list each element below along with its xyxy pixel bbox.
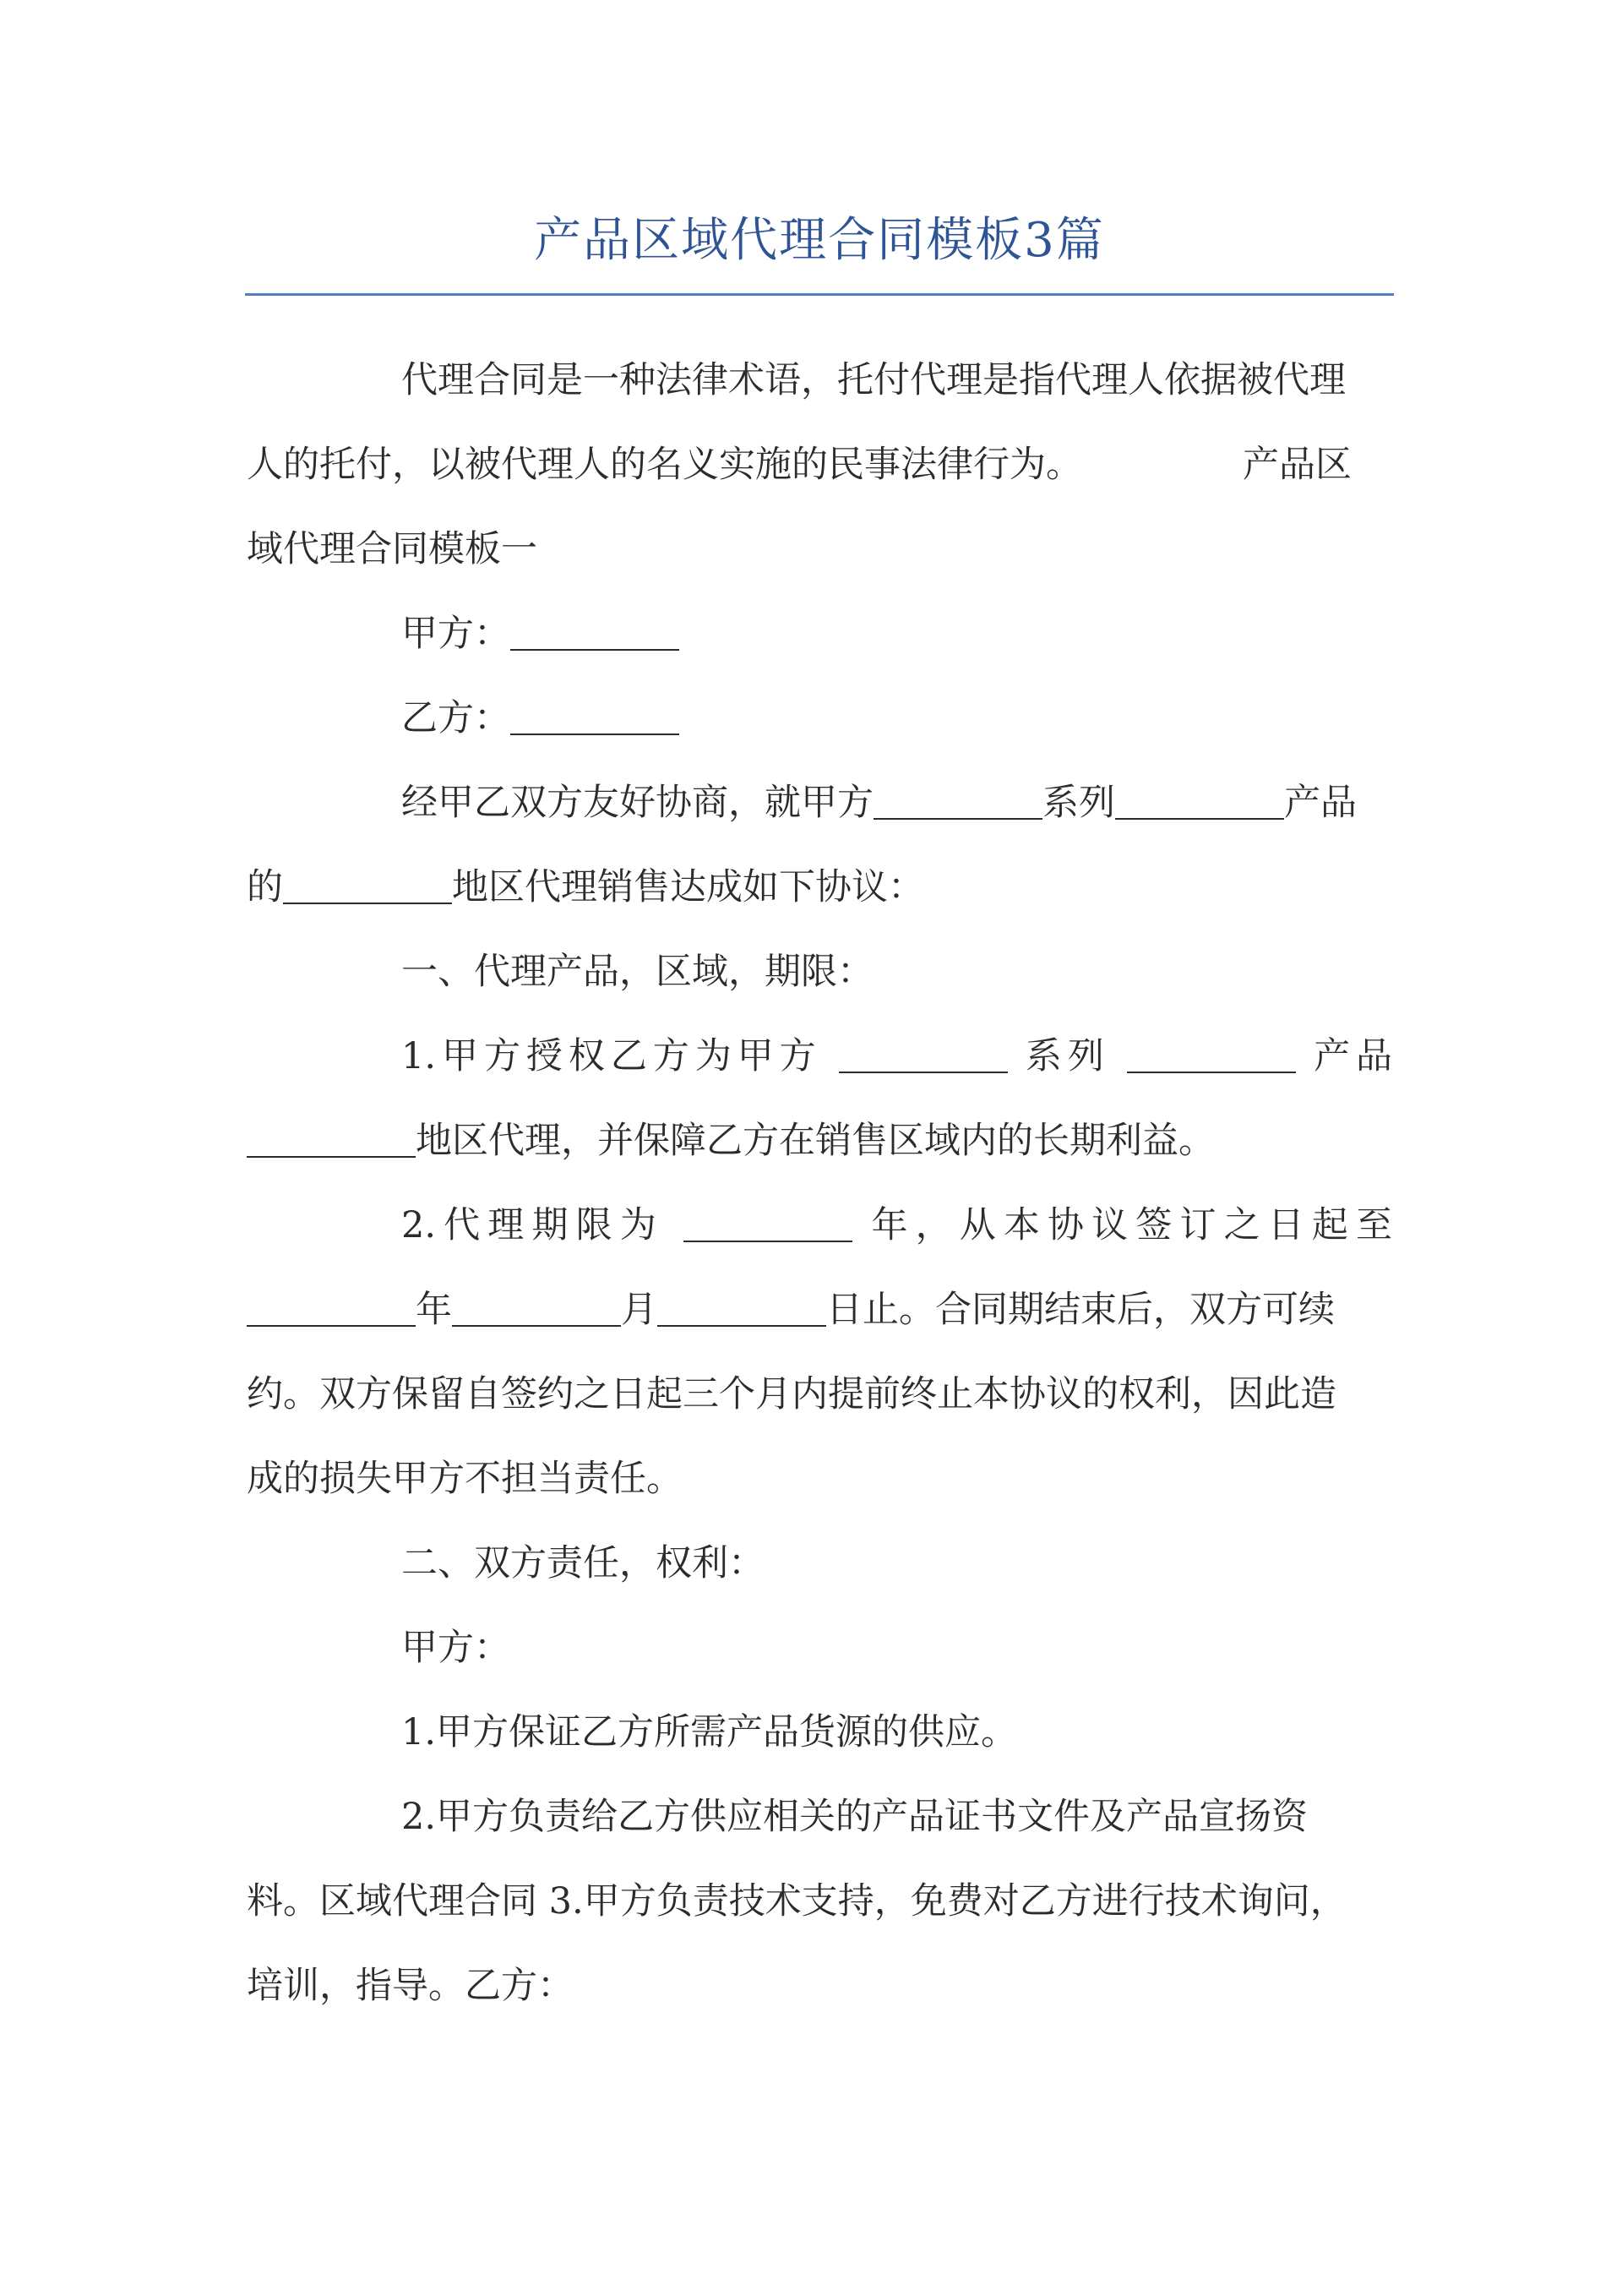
- party-a-duty-label: [401, 1606, 1392, 1690]
- section-1-heading: [401, 930, 1392, 1014]
- clause-2-text-a: 2.代理期限为: [401, 1204, 664, 1246]
- duty-2-line-1: [401, 1775, 1392, 1859]
- section-2-heading: [401, 1521, 1392, 1606]
- party-b-blank[interactable]: [510, 686, 679, 735]
- intro-text-1: 代理合同是一种法律术语，托付代理是指代理人依据被代理: [401, 359, 1346, 401]
- section-1-text: 一、代理产品，区域，期限：: [401, 951, 874, 993]
- end-day-blank[interactable]: [657, 1278, 826, 1327]
- clause-1-region-blank[interactable]: [247, 1109, 416, 1158]
- agree-line-1: [401, 761, 1392, 845]
- duty-2-line-3: [247, 1944, 1392, 2028]
- clause-1-series-blank[interactable]: [1127, 1024, 1296, 1073]
- agree-text-2a: 的: [247, 866, 283, 908]
- clause-1-text-d: 地区代理，并保障乙方在销售区域内的长期利益。: [416, 1120, 1215, 1162]
- duty-1-line: [401, 1690, 1392, 1775]
- party-a-line: [401, 592, 1392, 676]
- intro-text-2b: 产品区: [1243, 444, 1352, 486]
- clause-2-text-g: 成的损失甲方不担当责任。: [247, 1458, 683, 1500]
- intro-line-1: [401, 338, 1392, 423]
- term-years-blank[interactable]: [683, 1193, 852, 1242]
- clause-2-text-b: 年，从本协议签订之日起至: [871, 1204, 1393, 1246]
- page-title: 产品区域代理合同模板3篇: [534, 213, 1105, 268]
- clause-2-line-4: [247, 1437, 1392, 1521]
- clause-2-text-e: 日止。合同期结束后，双方可续: [826, 1289, 1335, 1331]
- agree-text-1b: 系列: [1042, 782, 1115, 824]
- intro-text-2a: 人的托付，以被代理人的名义实施的民事法律行为。: [247, 444, 1082, 486]
- product-brand-blank[interactable]: [874, 771, 1042, 820]
- clause-2-text-f: 约。双方保留自签约之日起三个月内提前终止本协议的权利，因此造: [247, 1373, 1336, 1415]
- duty-2-text-2: 料。区域代理合同 3.甲方负责技术支持，免费对乙方进行技术询问，: [247, 1880, 1347, 1922]
- clause-1-brand-blank[interactable]: [839, 1024, 1008, 1073]
- duty-2-line-2: [247, 1859, 1392, 1944]
- product-series-blank[interactable]: [1115, 771, 1284, 820]
- duty-2-text-3: 培训，指导。乙方：: [247, 1965, 574, 2007]
- clause-1-line-1: [401, 1014, 1392, 1099]
- agree-line-2: [247, 845, 1392, 930]
- agree-text-1a: 经甲乙双方友好协商，就甲方: [401, 782, 874, 824]
- end-year-blank[interactable]: [247, 1278, 416, 1327]
- party-a-duty-text: 甲方：: [401, 1627, 510, 1669]
- intro-line-3: [247, 507, 1392, 592]
- region-blank[interactable]: [283, 855, 452, 904]
- clause-2-line-3: [247, 1352, 1392, 1437]
- duty-2-text-1: 2.甲方负责给乙方供应相关的产品证书文件及产品宣扬资: [401, 1796, 1309, 1838]
- intro-line-2: [247, 423, 1392, 507]
- party-b-label: 乙方：: [401, 697, 510, 739]
- party-a-label: 甲方：: [401, 613, 510, 655]
- clause-2-text-c: 年: [416, 1289, 452, 1331]
- clause-2-text-d: 月: [621, 1289, 657, 1331]
- end-month-blank[interactable]: [452, 1278, 621, 1327]
- duty-1-text: 1.甲方保证乙方所需产品货源的供应。: [401, 1711, 1018, 1753]
- title-divider: [245, 293, 1394, 296]
- template-heading: 域代理合同模板一: [247, 528, 537, 570]
- party-a-blank[interactable]: [510, 602, 679, 651]
- section-2-text: 二、双方责任，权利：: [401, 1542, 765, 1584]
- party-b-line: [401, 676, 1392, 761]
- clause-1-text-c: 产品: [1314, 1035, 1393, 1077]
- clause-1-text-b: 系列: [1025, 1035, 1110, 1077]
- agree-text-1c: 产品: [1284, 782, 1357, 824]
- clause-2-line-1: [401, 1183, 1392, 1268]
- agree-text-2b: 地区代理销售达成如下协议：: [452, 866, 924, 908]
- clause-1-line-2: [247, 1099, 1392, 1183]
- clause-2-line-2: [247, 1268, 1392, 1352]
- clause-1-text-a: 1.甲方授权乙方为甲方: [401, 1035, 822, 1077]
